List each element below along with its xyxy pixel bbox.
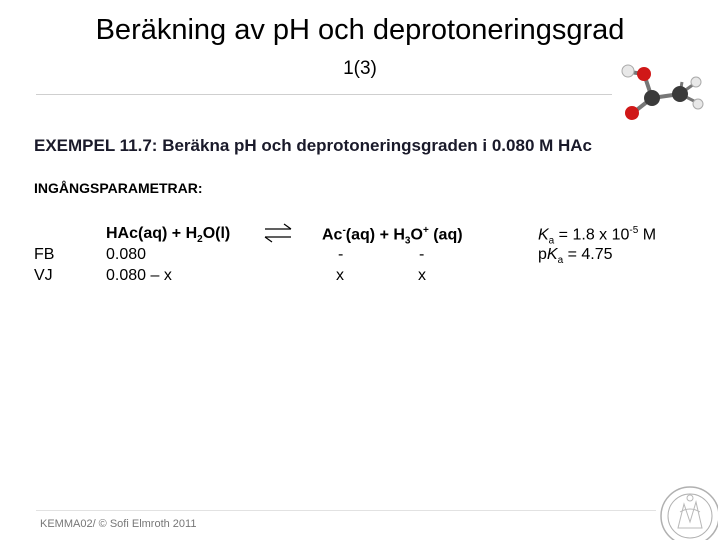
university-seal-icon: [654, 482, 718, 540]
product-expression: $Ac^-(aq) + H_3O^+$ (aq): [322, 225, 463, 247]
fb-h3o-value: -: [419, 246, 425, 263]
row-label-fb: FB: [34, 246, 55, 263]
row-label-vj: VJ: [34, 267, 53, 284]
params-heading: INGÅNGSPARAMETRAR:: [34, 180, 203, 196]
ka-constant: $K_a = 1.8$ x $10^{-5}$ M: [538, 225, 657, 247]
fb-ac-value: -: [338, 246, 344, 263]
vj-ac-value: x: [336, 267, 344, 284]
vj-h3o-value: x: [418, 267, 426, 284]
pka-constant: $pK_a = 4.75$: [538, 246, 613, 267]
slide-subtitle: 1(3): [343, 58, 377, 79]
vj-hac-value: 0.080 – x: [106, 267, 172, 284]
footer-text: KEMMA02/ © Sofi Elmroth 2011: [40, 518, 197, 530]
title-divider: [36, 94, 612, 95]
reactant-expression: $HAc(aq) + H_2O(l)$: [106, 225, 231, 246]
fb-hac-value: 0.080: [106, 246, 147, 263]
molecule-icon: [612, 62, 710, 124]
footer-divider: [36, 510, 656, 511]
slide-title: Beräkning av pH och deprotoneringsgrad: [95, 14, 625, 46]
example-heading: EXEMPEL 11.7: Beräkna pH och deprotoneringsgraden i 0.080 M HAc: [34, 136, 593, 155]
equilibrium-arrow-icon: [262, 222, 294, 244]
